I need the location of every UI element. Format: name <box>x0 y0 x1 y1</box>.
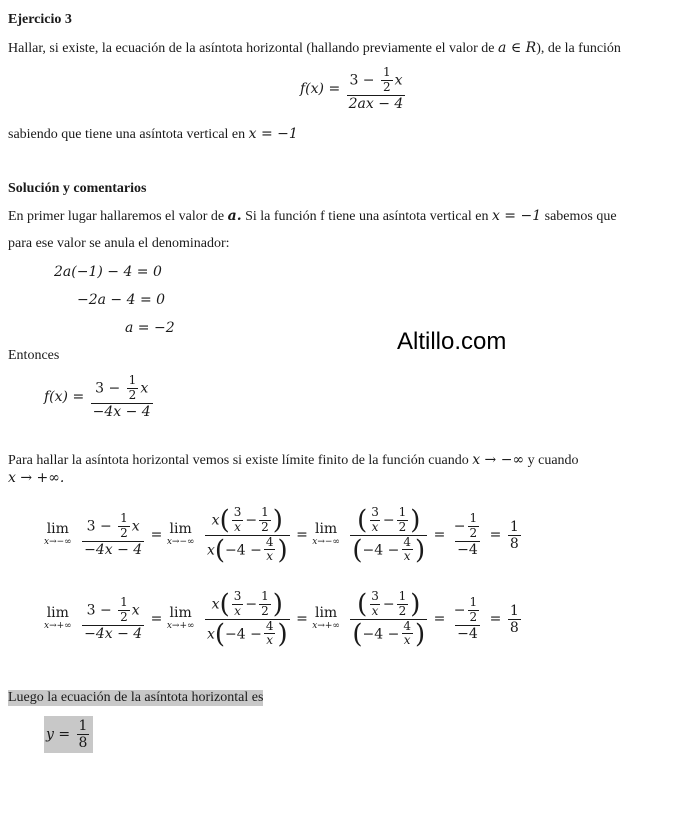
function-substituted: f(x) = 3 − $\frac{1}{2}$ x −4x − 4 <box>44 373 151 420</box>
statement-line-1: Hallar, si existe, la ecuación de la asíntota horizontal (hallando previamente el valor de a ∈ R), de la función <box>8 40 621 56</box>
then-label: Entonces <box>8 348 60 363</box>
function-definition: f(x) = 3 − $\frac{1}{2}$ x 2ax − 4 <box>300 65 404 112</box>
solution-title: Solución y comentarios <box>8 181 147 196</box>
paragraph-line-1: Para hallar la asíntota horizontal vemos si existe límite finito de la función cuando x → −∞ y cuando <box>8 452 579 468</box>
conclusion-text: Luego la ecuación de la asíntota horizontal es <box>8 690 264 705</box>
equation-3: a = −2 <box>125 320 175 336</box>
answer-equation: y = $\frac{1}{8}$ <box>44 716 93 753</box>
limit-row-minus-infinity: lim x→−∞ 3 − $\frac{1}{2}$ x −4x − 4 = lim x→−∞ x( $\frac{3}{x}$ − $\frac{1}{2}$ ) x(−4 − $\frac{4}{x}$ ) = lim x→−∞ ( $\frac{3}{x}$ − $\frac{1}{2}$ ) (−4 − $\frac{4}{x}$ ) = − $\frac{1}{2}$ −4 = $\frac{1}{8}$ <box>44 505 519 565</box>
equation-1: 2a(−1) − 4 = 0 <box>54 264 162 280</box>
exercise-title: Ejercicio 3 <box>8 12 72 27</box>
limit-row-plus-infinity: lim x→+∞ 3 − $\frac{1}{2}$ x −4x − 4 = lim x→+∞ x( $\frac{3}{x}$ − $\frac{1}{2}$ ) x(−4 − $\frac{4}{x}$ ) = lim x→+∞ ( $\frac{3}{x}$ − $\frac{1}{2}$ ) (−4 − $\frac{4}{x}$ ) = − $\frac{1}{2}$ −4 = $\frac{1}{8}$ <box>44 589 519 649</box>
solution-line-2: para ese valor se anula el denominador: <box>8 236 230 251</box>
statement-line-2: sabiendo que tiene una asíntota vertical en x = −1 <box>8 126 298 142</box>
solution-line-1: En primer lugar hallaremos el valor de a. Si la función f tiene una asíntota vertical en x = −1 sabemos que <box>8 208 617 224</box>
equation-2: −2a − 4 = 0 <box>77 292 166 308</box>
watermark: Altillo.com <box>397 328 507 355</box>
paragraph-line-2: x → +∞. <box>8 470 65 486</box>
